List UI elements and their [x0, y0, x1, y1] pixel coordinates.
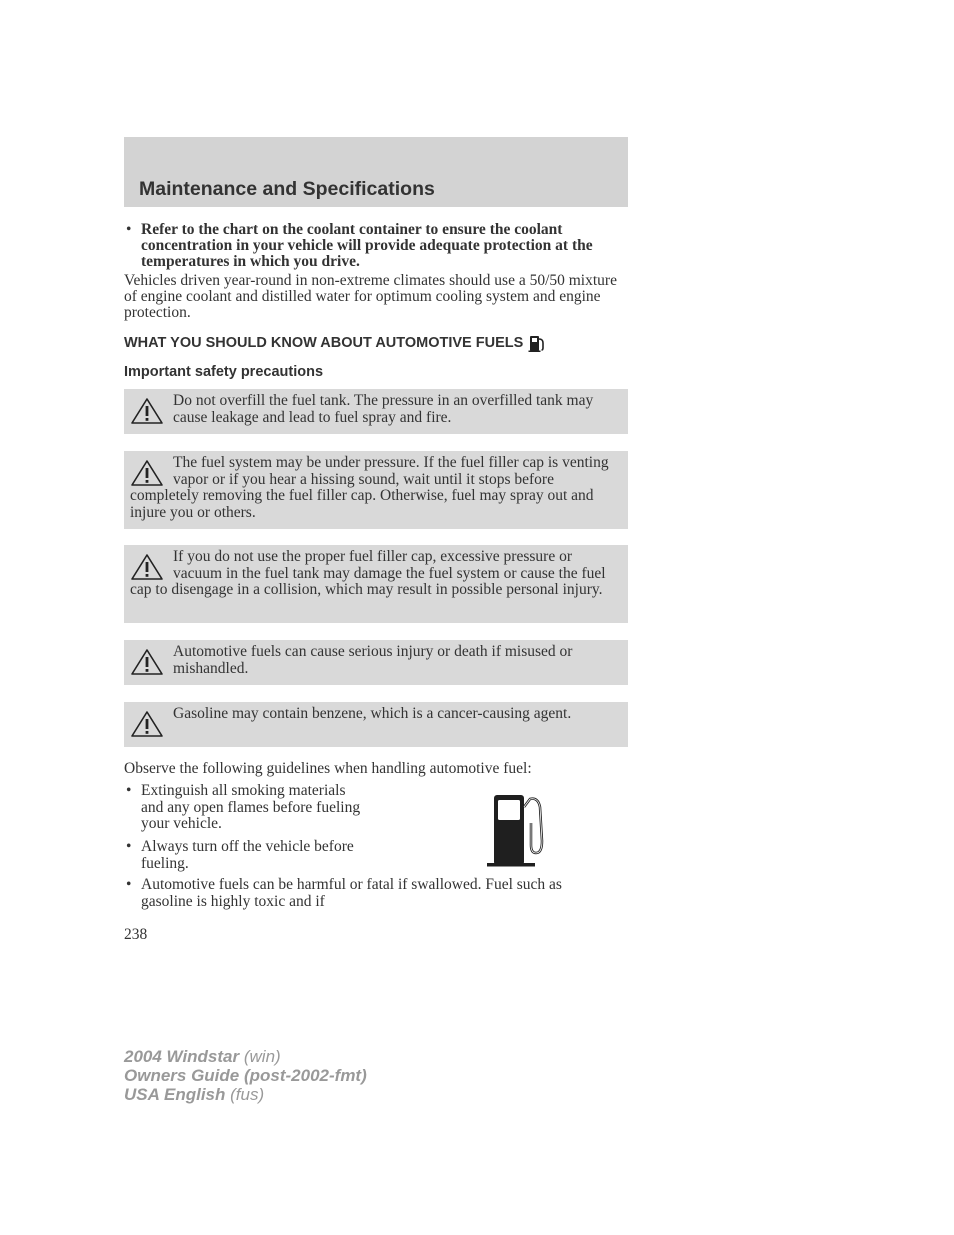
section-title: Maintenance and Specifications: [139, 178, 435, 200]
bullet-dot: •: [126, 876, 132, 893]
guideline-text: Always turn off the vehicle before fueling.: [141, 838, 354, 872]
footer-line-guide: Owners Guide (post-2002-fmt): [124, 1066, 367, 1085]
guideline-text: Extinguish all smoking materials and any open flames before fueling your vehicle.: [141, 782, 361, 832]
section-header-band: [124, 137, 628, 207]
bullet-dot: •: [126, 221, 132, 238]
warning-text: Automotive fuels can cause serious injury or death if misused or mishandled.: [173, 643, 573, 677]
coolant-bullet: [124, 222, 624, 270]
warning-box-injury: [124, 640, 628, 685]
fuels-heading: [124, 333, 547, 353]
coolant-paragraph: Vehicles driven year-round in non-extreme climates should use a 50/50 mixture of engine coolant and distilled water for optimum cooling system and engine protection.: [124, 272, 617, 321]
fuel-pump-icon: [486, 793, 548, 869]
warning-text: The fuel system may be under pressure. If the fuel filler cap is venting vapor or if you hear a hissing sound, wait until it stops before completely removing the fuel filler cap. Otherwise, fuel may spray out and injure you or others.: [130, 454, 609, 521]
safety-heading: Important safety precautions: [124, 364, 324, 380]
warning-box-benzene: [124, 702, 628, 747]
coolant-bullet-text: Refer to the chart on the coolant container to ensure the coolant concentration in your vehicle will provide adequate protection at the temperatures in which you drive.: [141, 221, 593, 270]
bullet-dot: •: [126, 782, 132, 799]
guideline-item: [124, 839, 384, 872]
warning-triangle-icon: [130, 553, 164, 581]
observe-paragraph: Observe the following guidelines when handling automotive fuel:: [124, 760, 532, 777]
warning-triangle-icon: [130, 710, 164, 738]
guideline-text: [141, 877, 604, 910]
guideline-text-content: Automotive fuels can be harmful or fatal if swallowed. Fuel such as gasoline is highly toxic and if: [141, 876, 562, 910]
bullet-dot: •: [126, 838, 132, 855]
footer-line-model: 2004 Windstar (win): [124, 1047, 281, 1066]
warning-triangle-icon: [130, 459, 164, 487]
guideline-item: [124, 877, 604, 910]
document-footer: [124, 1047, 367, 1104]
warning-box-pressure: [124, 451, 628, 529]
warning-box-overfill: [124, 389, 628, 434]
warning-box-filler-cap: [124, 545, 628, 623]
page-number: 238: [124, 926, 148, 943]
warning-text: Gasoline may contain benzene, which is a cancer-causing agent.: [173, 705, 572, 722]
warning-text: Do not overfill the fuel tank. The pressure in an overfilled tank may cause leakage and lead to fuel spray and fire.: [173, 392, 594, 426]
warning-triangle-icon: [130, 648, 164, 676]
footer-line-language: USA English (fus): [124, 1085, 265, 1104]
fuel-pump-icon: [527, 333, 547, 353]
warning-triangle-icon: [130, 397, 164, 425]
guideline-item: [124, 783, 384, 833]
warning-text: If you do not use the proper fuel filler cap, excessive pressure or vacuum in the fuel tank may damage the fuel system or cause the fuel cap to disengage in a collision, which may result in possible personal injury.: [130, 548, 606, 598]
fuels-heading-text: WHAT YOU SHOULD KNOW ABOUT AUTOMOTIVE FUELS: [124, 335, 524, 351]
